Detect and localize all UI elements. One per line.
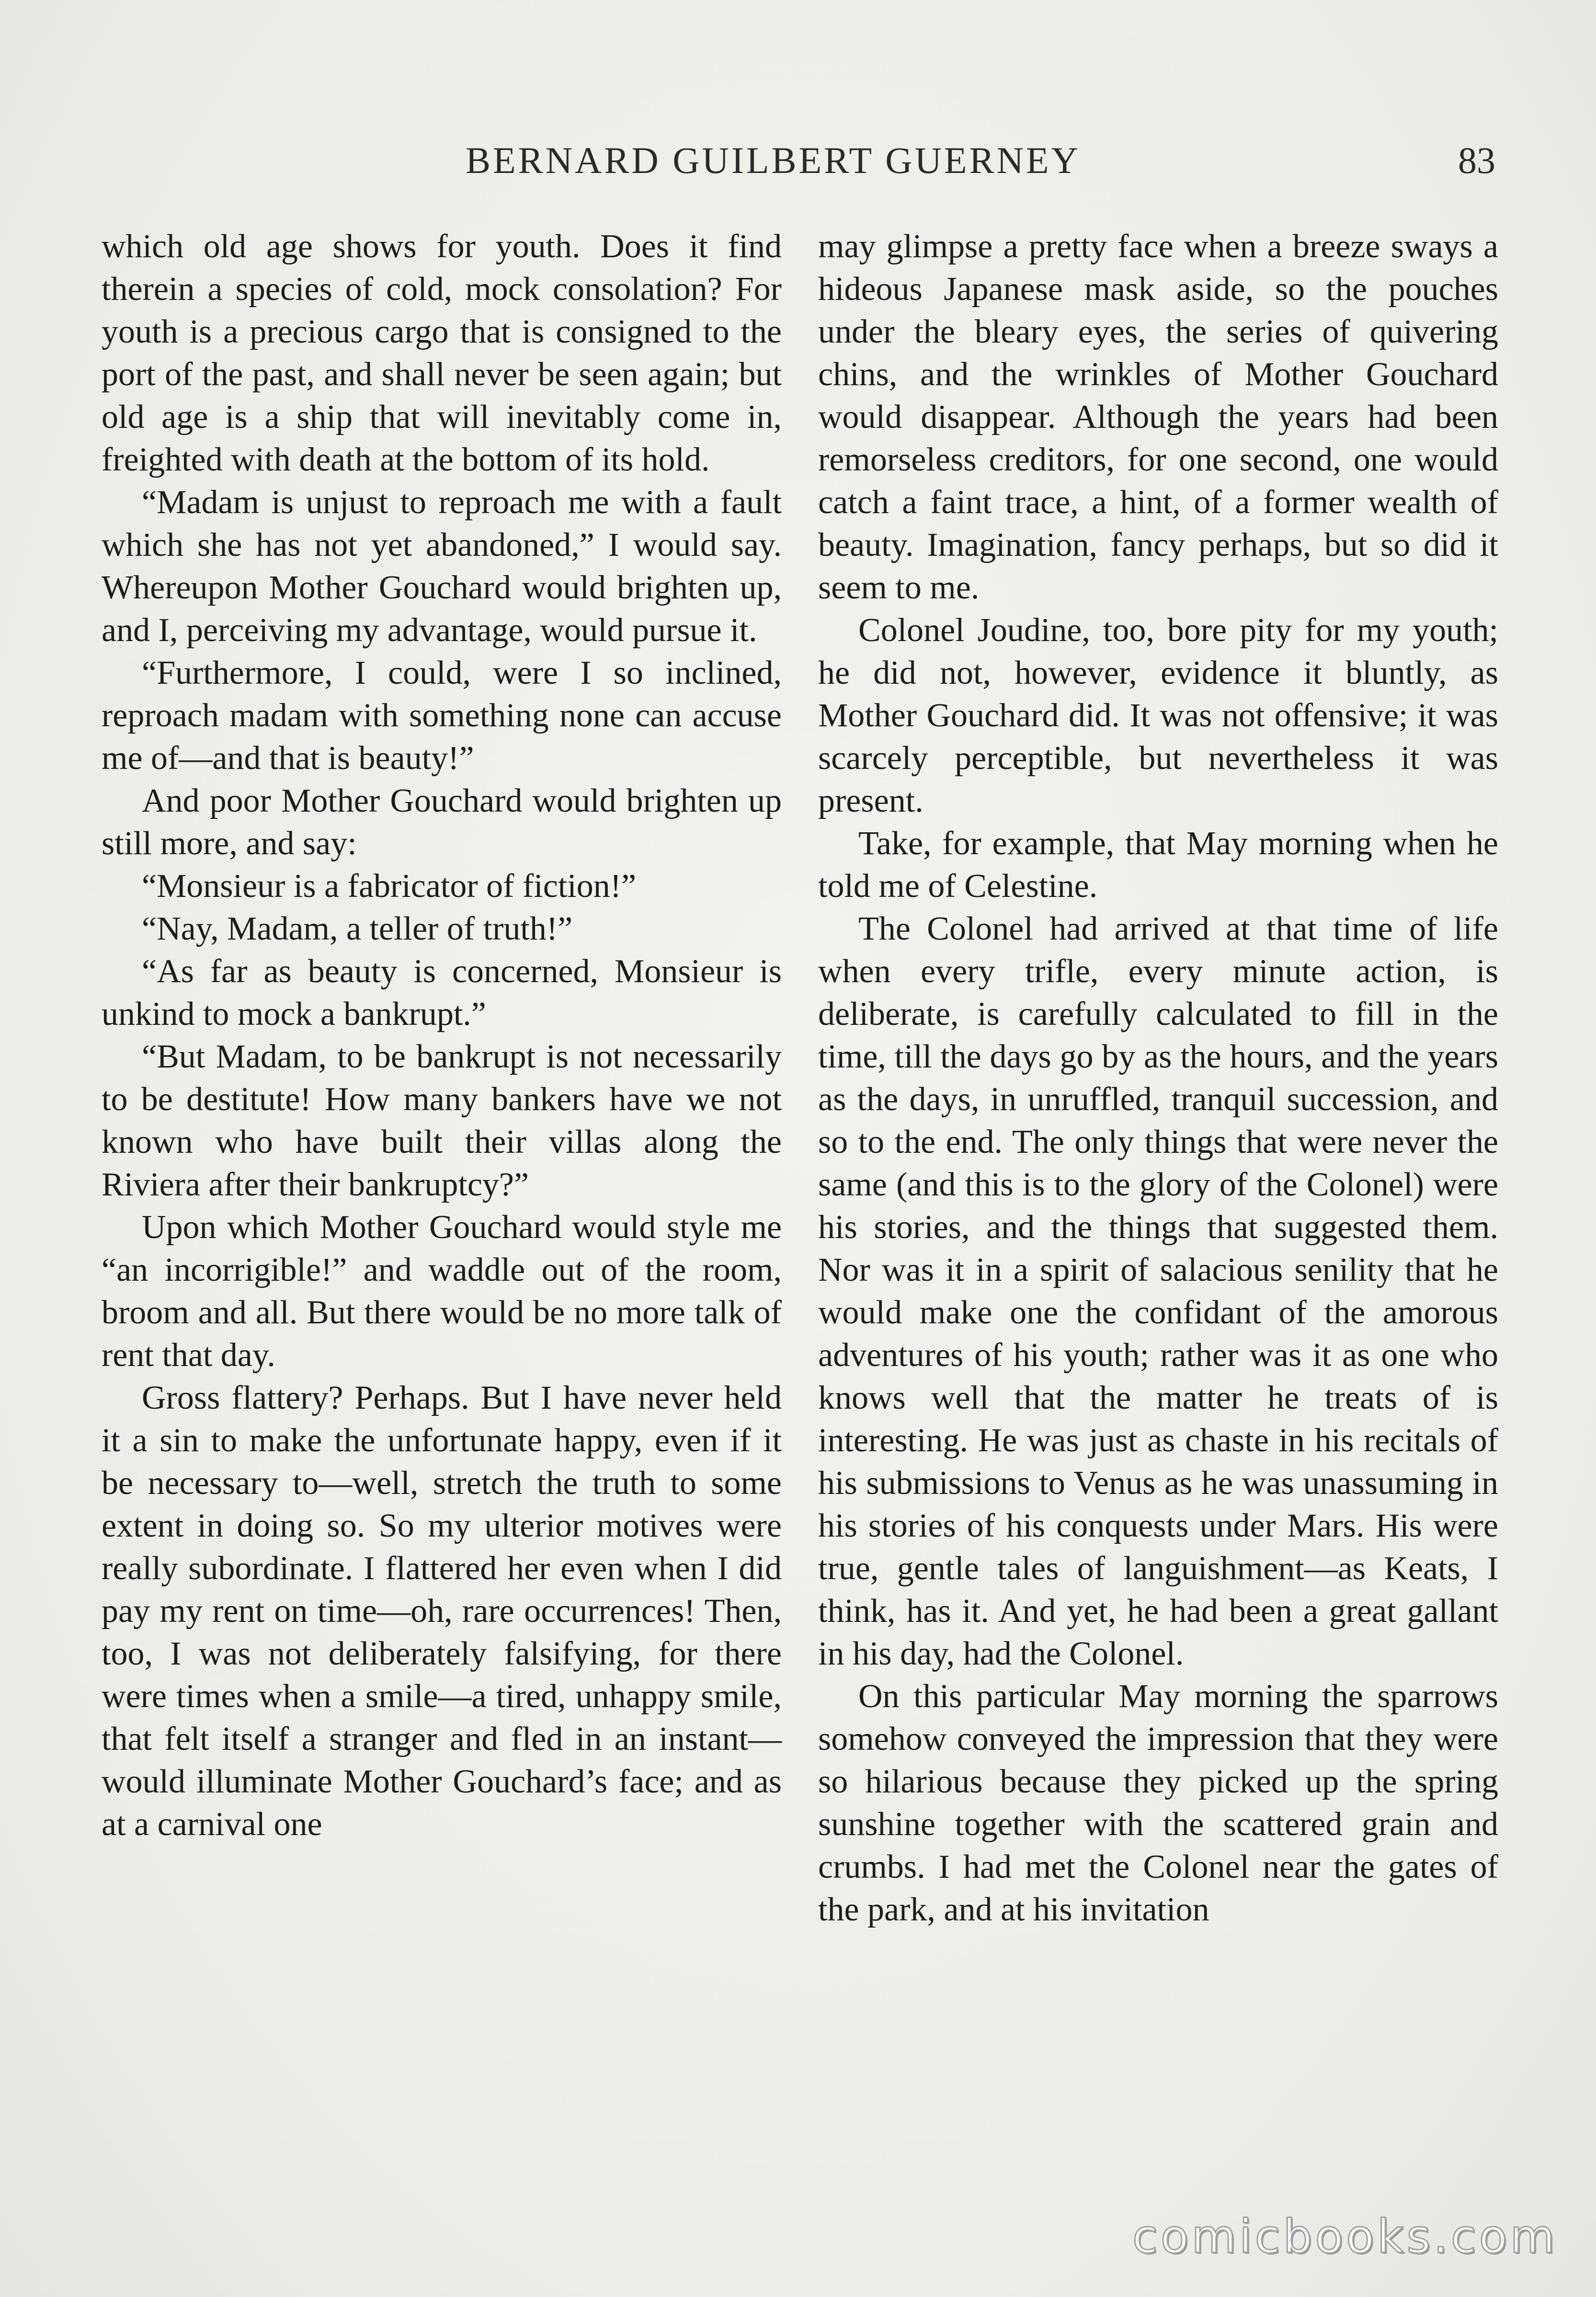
paragraph: “Madam is unjust to reproach me with a fault which she has not yet abandoned,” I would say. Whereupon Mother Gouchard would brighten up, and I, perceiving my advantage, would pursue it. <box>102 484 782 649</box>
watermark-logo: comicbooks.com <box>1132 2210 1558 2263</box>
right-column <box>818 225 1498 1931</box>
paragraph: may glimpse a pretty face when a breeze sways a hideous Japanese mask aside, so the pouches under the bleary eyes, the series of quivering chins, and the wrinkles of Mother Gouchard would disappear. Although the years had been remorseless creditors, for one second, one would catch a faint trace, a hint, of a former wealth of beauty. Imagination, fancy perhaps, but so did it seem to me. <box>818 228 1498 606</box>
paragraph: “As far as beauty is concerned, Monsieur is unkind to mock a bankrupt.” <box>102 953 782 1033</box>
paragraph: And poor Mother Gouchard would brighten up still more, and say: <box>102 782 782 862</box>
paragraph: “Furthermore, I could, were I so inclined, reproach madam with something none can accuse me of—and that is beauty!” <box>102 655 782 777</box>
paragraph: On this particular May morning the sparrows somehow conveyed the impression that they were so hilarious because they picked up the spring sunshine together with the scattered grain and crumbs. I had met the Colonel near the gates of the park, and at his invitation <box>818 1678 1498 1928</box>
running-header <box>102 139 1495 192</box>
paragraph: “Monsieur is a fabricator of fiction!” <box>142 868 637 905</box>
page-number: 83 <box>1458 139 1495 181</box>
paragraph: “Nay, Madam, a teller of truth!” <box>142 910 573 947</box>
paragraph: The Colonel had arrived at that time of life when every trifle, every minute action, is deliberate, is carefully calculated to fill in the time, till the days go by as the hours, and the years as the days, in unruffled, tranquil succession, and so to the end. The only things that were never the same (and this is to the glory of the Colonel) were his stories, and the things that suggested them. Nor was it in a spirit of salacious senility that he would make one the confidant of the amorous adventures of his youth; rather was it as one who knows well that the matter he treats of is interesting. He was just as chaste in his recitals of his submissions to Venus as he was unassuming in his stories of his conquests under Mars. His were true, gentle tales of languishment—as Keats, I think, has it. And yet, he had been a great gallant in his day, had the Colonel. <box>818 910 1498 1672</box>
paragraph: Colonel Joudine, too, bore pity for my youth; he did not, however, evidence it bluntly, as Mother Gouchard did. It was not offensive; it was scarcely perceptible, but nevertheless it was present. <box>818 612 1498 819</box>
left-column <box>102 225 782 1846</box>
paragraph: which old age shows for youth. Does it find therein a species of cold, mock consolation? For youth is a precious cargo that is consigned to the port of the past, and shall never be seen again; but old age is a ship that will inevitably come in, freighted with death at the bottom of its hold. <box>102 228 782 478</box>
paragraph: Upon which Mother Gouchard would style me “an incorrigible!” and waddle out of the room, broom and all. But there would be no more talk of rent that day. <box>102 1209 782 1374</box>
paragraph: Take, for example, that May morning when he told me of Celestine. <box>818 825 1498 905</box>
running-title: BERNARD GUILBERT GUERNEY <box>466 139 1081 181</box>
paragraph: “But Madam, to be bankrupt is not necessarily to be destitute! How many bankers have we not known who have built their villas along the Riviera after their bankruptcy?” <box>102 1038 782 1203</box>
paragraph: Gross flattery? Perhaps. But I have never held it a sin to make the unfortunate happy, even if it be necessary to—well, stretch the truth to some extent in doing so. So my ulterior motives were really subordinate. I flattered her even when I did pay my rent on time—oh, rare occurrences! Then, too, I was not deliberately falsifying, for there were times when a smile—a tired, unhappy smile, that felt itself a stranger and fled in an instant—would illuminate Mother Gouchard’s face; and as at a carnival one <box>102 1379 782 1843</box>
